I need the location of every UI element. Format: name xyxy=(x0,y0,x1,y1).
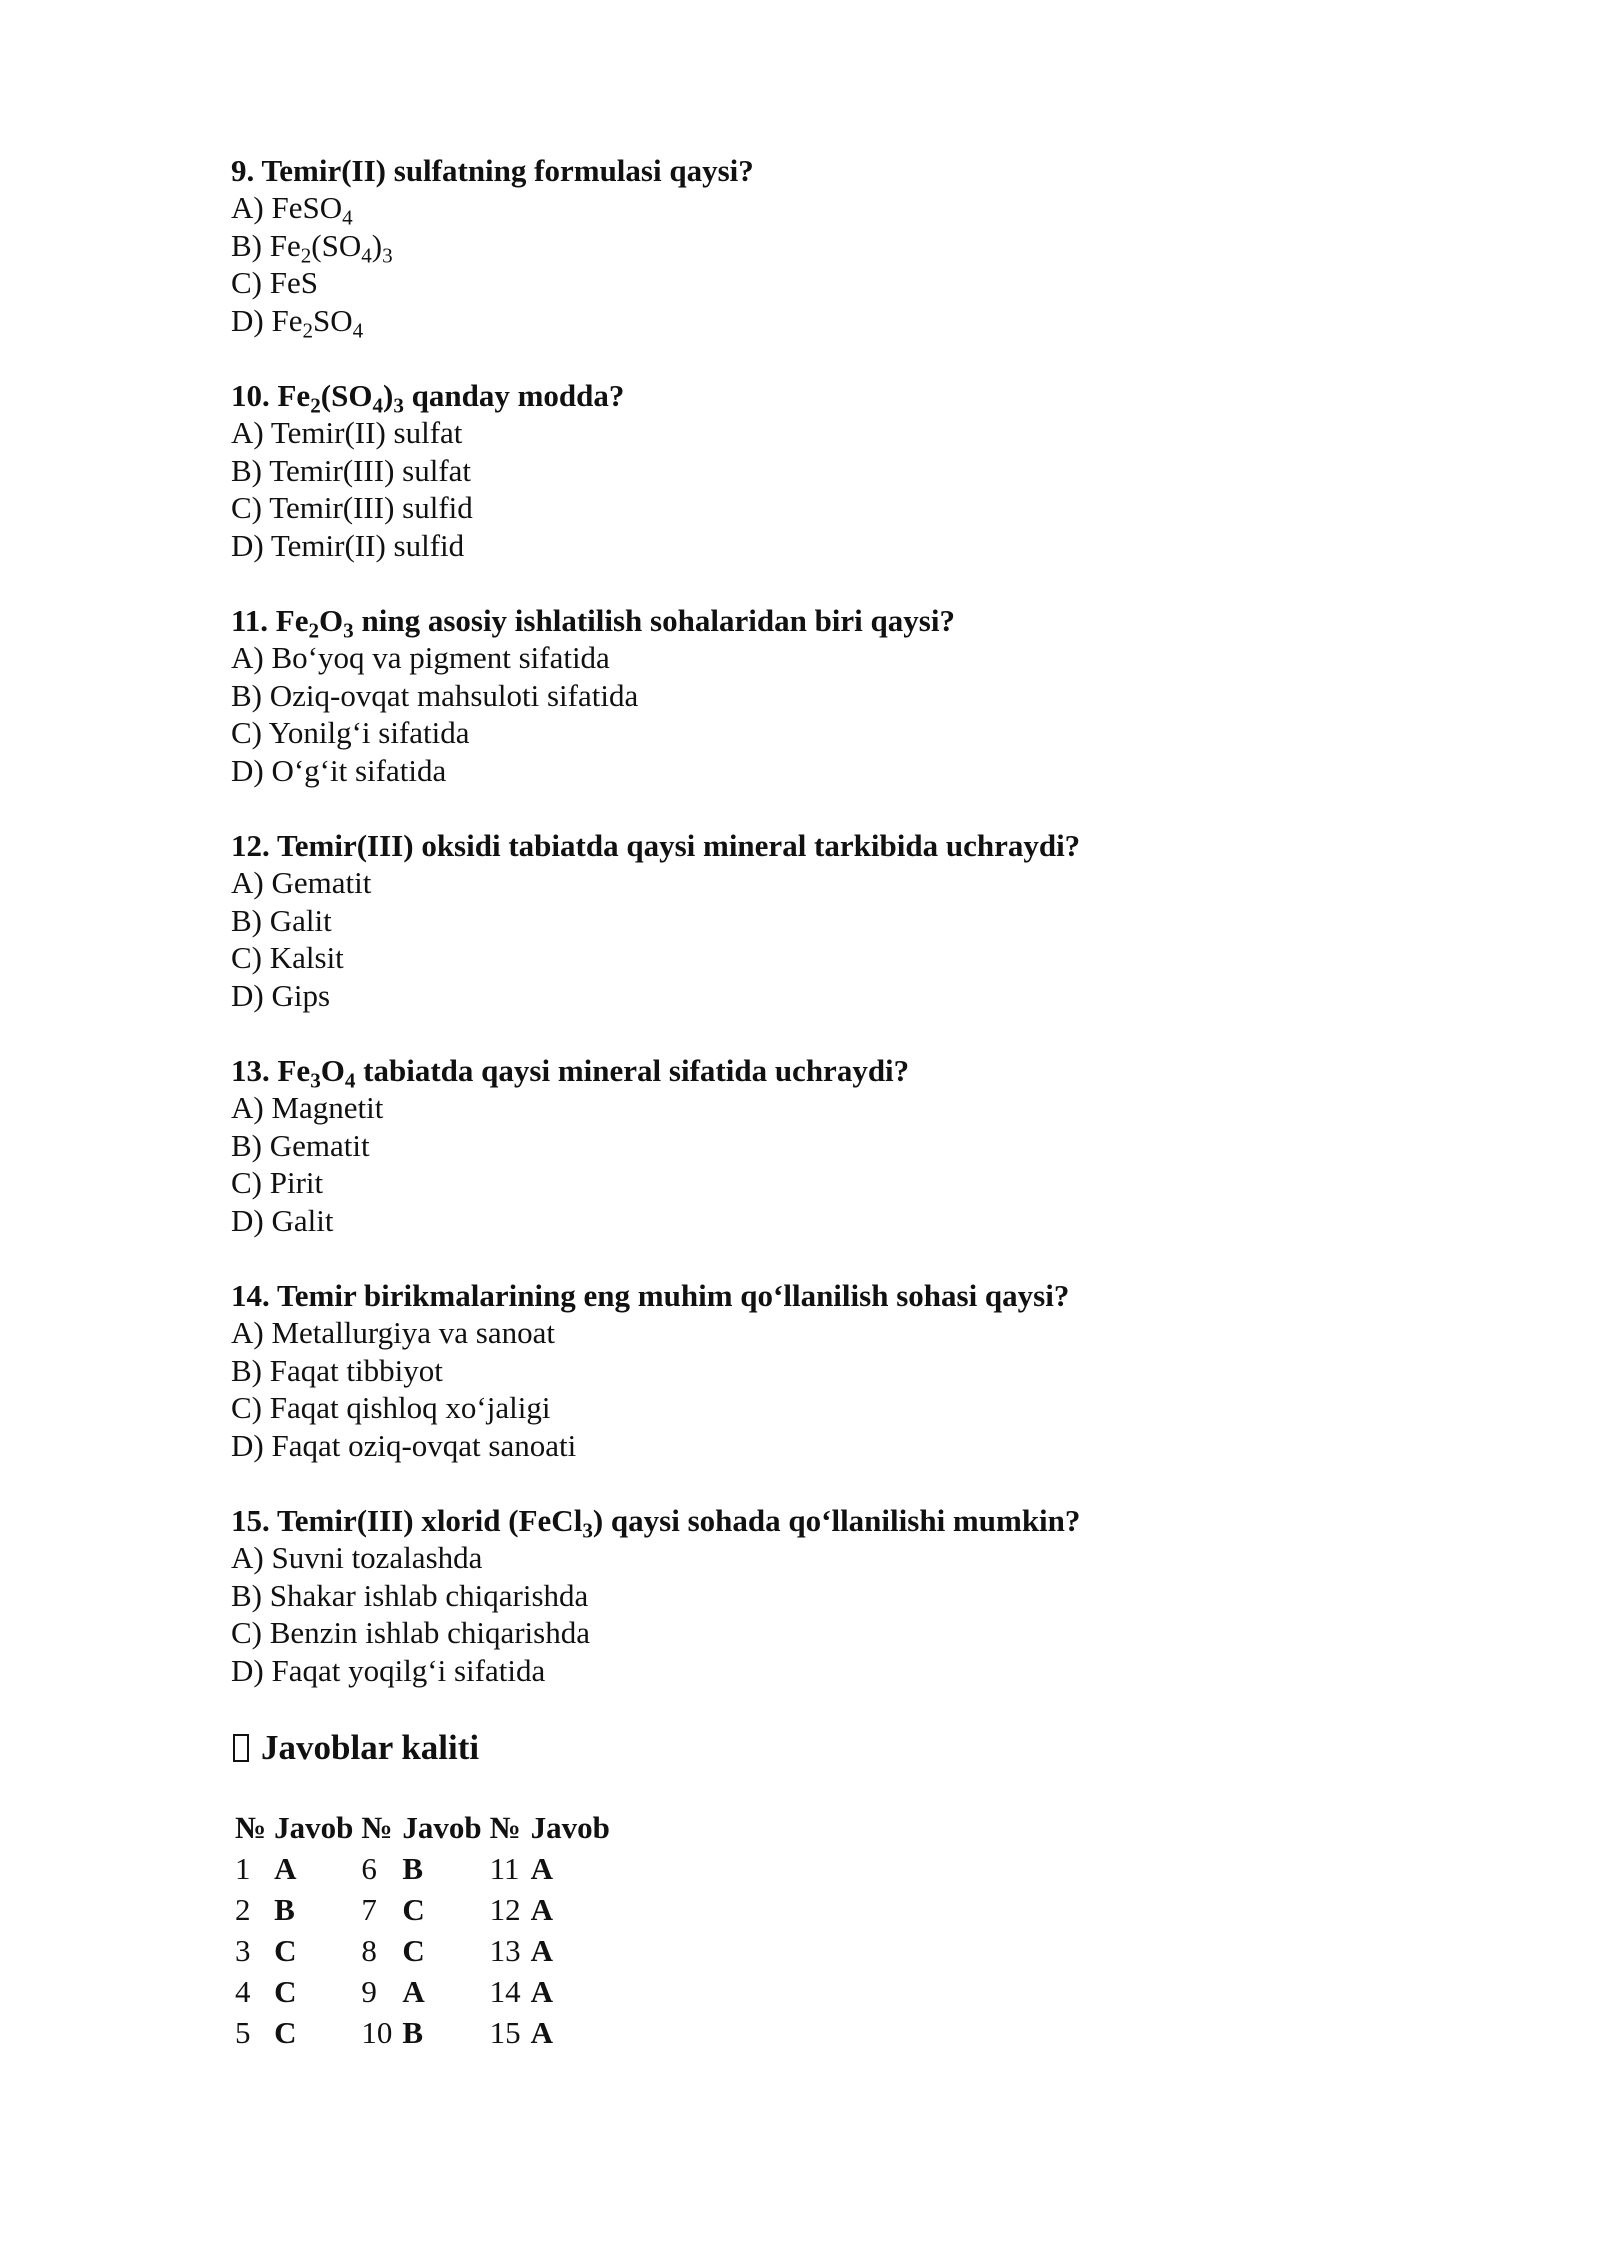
answer-option: A) Suvni tozalashda xyxy=(231,1540,483,1575)
header-number: № xyxy=(235,1810,267,1845)
answer-key-header-row xyxy=(231,1807,614,1848)
subscript: 3 xyxy=(310,1068,321,1093)
subscript: 4 xyxy=(372,393,383,418)
answer-option: D) $Fe_2SO_4$ xyxy=(231,302,364,342)
question-block xyxy=(231,827,1431,1014)
subscript: 4 xyxy=(361,242,372,267)
answer-option: D) Gips xyxy=(231,977,331,1013)
answer-option: C) Benzin ishlab chiqarishda xyxy=(231,1615,590,1650)
question-block xyxy=(231,602,1431,789)
answer-letter: A xyxy=(274,1851,297,1886)
question-number: 14 xyxy=(489,1974,521,2009)
question-number: 13 xyxy=(489,1933,521,1968)
question-number: 4 xyxy=(235,1974,251,2009)
answer-option: B) Gematit xyxy=(231,1127,370,1163)
question-list xyxy=(231,152,1431,1689)
subscript: 2 xyxy=(300,242,312,267)
answer-option: A) Temir(II) sulfat xyxy=(231,415,463,450)
answer-option: A) Gematit xyxy=(231,865,372,900)
answer-key-table xyxy=(231,1807,614,2053)
answer-option: D) Temir(II) sulfid xyxy=(231,527,465,563)
answer-letter: A xyxy=(530,1892,554,1927)
answer-letter: C xyxy=(274,2015,297,2050)
answer-option: C) Yonilg‘i sifatida xyxy=(231,715,470,750)
subscript: 4 xyxy=(342,205,353,230)
answer-letter: C xyxy=(274,1933,297,1968)
question-number: 15 xyxy=(489,2015,521,2050)
answer-option: B) $Fe_2(SO_4)_3$ xyxy=(231,227,393,267)
subscript: 2 xyxy=(310,393,321,418)
question-block xyxy=(231,152,1431,342)
question-number: 3 xyxy=(235,1933,251,1968)
subscript: 3 xyxy=(343,618,354,643)
question-title: 11. $Fe_2O_3$ ning asosiy ishlatilish sohalaridan biri qaysi? xyxy=(231,603,955,643)
answer-letter: A xyxy=(530,1933,554,1968)
answer-key-row xyxy=(231,1971,614,2012)
subscript: 3 xyxy=(582,1518,593,1543)
subscript: 2 xyxy=(302,317,314,342)
document-content xyxy=(231,152,1431,2053)
answer-letter: A xyxy=(530,1851,554,1886)
answer-option: D) Faqat yoqilg‘i sifatida xyxy=(231,1652,546,1688)
answer-key-body xyxy=(231,1848,614,2053)
answer-option: C) FeS xyxy=(231,265,318,300)
answer-option: D) Galit xyxy=(231,1202,334,1238)
answer-key-row xyxy=(231,2012,614,2053)
answer-option: C) Kalsit xyxy=(231,940,344,975)
header-answer: Javob xyxy=(274,1810,354,1845)
subscript: 4 xyxy=(352,317,364,342)
subscript: 4 xyxy=(344,1068,356,1093)
answer-option: C) Temir(III) sulfid xyxy=(231,490,473,525)
answer-option: A) Magnetit xyxy=(231,1090,384,1125)
answer-letter: B xyxy=(402,1851,424,1886)
answer-option: B) Oziq-ovqat mahsuloti sifatida xyxy=(231,677,639,713)
answer-letter: B xyxy=(274,1892,295,1927)
answer-option: D) O‘g‘it sifatida xyxy=(231,752,447,788)
subscript: 3 xyxy=(382,242,393,267)
answer-key-title: Javoblar kaliti xyxy=(261,1728,480,1767)
header-number: № xyxy=(489,1810,521,1845)
answer-letter: C xyxy=(402,1892,425,1927)
answer-option: B) Faqat tibbiyot xyxy=(231,1352,443,1388)
question-number: 10 xyxy=(361,2015,393,2050)
answer-letter: A xyxy=(530,1974,554,2009)
question-number: 1 xyxy=(235,1851,251,1886)
answer-option: D) Faqat oziq-ovqat sanoati xyxy=(231,1427,577,1463)
header-answer: Javob xyxy=(530,1810,610,1845)
question-title: 12. Temir(III) oksidi tabiatda qaysi mineral tarkibida uchraydi? xyxy=(231,828,1081,863)
answer-option: A) Bo‘yoq va pigment sifatida xyxy=(231,640,610,675)
missing-glyph-icon xyxy=(233,1734,249,1762)
question-block xyxy=(231,1277,1431,1464)
answer-letter: A xyxy=(402,1974,425,2009)
question-title: 10. $Fe_2(SO_4)_3$ qanday modda? xyxy=(231,378,625,418)
question-block xyxy=(231,1502,1431,1689)
question-block xyxy=(231,1052,1431,1239)
question-title: 9. Temir(II) sulfatning formulasi qaysi? xyxy=(231,153,754,188)
answer-option: B) Shakar ishlab chiqarishda xyxy=(231,1577,589,1613)
answer-option: A) FeSO$_4$ xyxy=(231,190,353,230)
answer-option: C) Pirit xyxy=(231,1165,324,1200)
answer-key-heading xyxy=(231,1727,1431,1769)
header-answer: Javob xyxy=(402,1810,482,1845)
question-title: 14. Temir birikmalarining eng muhim qo‘llanilish sohasi qaysi? xyxy=(231,1278,1070,1313)
answer-option: B) Galit xyxy=(231,902,332,938)
answer-option: A) Metallurgiya va sanoat xyxy=(231,1315,555,1350)
answer-key-row xyxy=(231,1848,614,1889)
subscript: 3 xyxy=(393,393,404,418)
question-number: 5 xyxy=(235,2015,251,2050)
subscript: 2 xyxy=(308,618,320,643)
question-title: 15. Temir(III) xlorid (FeCl$_3$) qaysi sohada qo‘llanilishi mumkin? xyxy=(231,1503,1081,1543)
answer-option: B) Temir(III) sulfat xyxy=(231,452,472,488)
answer-letter: C xyxy=(274,1974,297,2009)
question-number: 2 xyxy=(235,1892,251,1927)
question-number: 8 xyxy=(361,1933,377,1968)
answer-letter: C xyxy=(402,1933,425,1968)
question-number: 6 xyxy=(361,1851,377,1886)
answer-letter: B xyxy=(402,2015,424,2050)
question-number: 11 xyxy=(489,1851,520,1886)
answer-key-row xyxy=(231,1930,614,1971)
question-block xyxy=(231,377,1431,564)
answer-key-row xyxy=(231,1889,614,1930)
answer-letter: A xyxy=(530,2015,554,2050)
answer-option: C) Faqat qishloq xo‘jaligi xyxy=(231,1390,551,1425)
question-title: 13. $Fe_3O_4$ tabiatda qaysi mineral sifatida uchraydi? xyxy=(231,1053,910,1093)
question-number: 12 xyxy=(489,1892,521,1927)
question-number: 7 xyxy=(361,1892,377,1927)
question-number: 9 xyxy=(361,1974,377,2009)
header-number: № xyxy=(361,1810,393,1845)
